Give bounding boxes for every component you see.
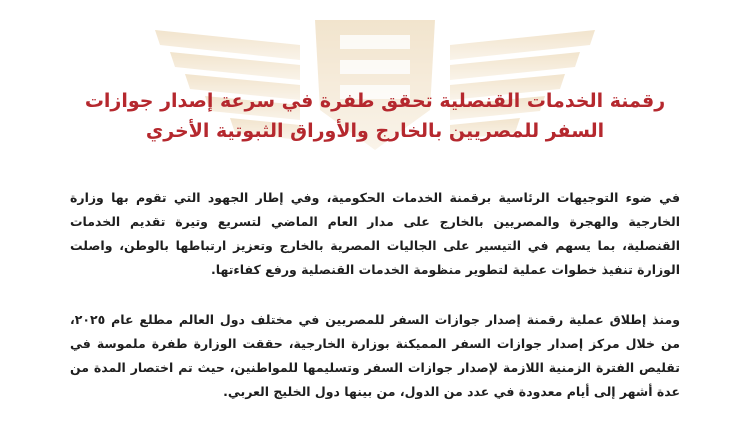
- title-line-1: رقمنة الخدمات القنصلية تحقق طفرة في سرعة إصدار جوازات: [84, 90, 666, 112]
- paragraph-1: في ضوء التوجيهات الرئاسية برقمنة الخدمات الحكومية، وفي إطار الجهود التي تقوم بها وزارة الخارجية والهجرة والمصريين بالخارج على مدار العام الماضي لتسريع وتيرة تقديم الخدمات القنصلية، بما يسهم في التيسير على الجاليات المصرية بالخارج وتعزيز ارتباطها بالوطن، واصلت الوزارة تنفيذ خطوات عملية لتطوير منظومة الخدمات القنصلية ورفع كفاءتها.: [70, 190, 680, 277]
- title-line-2: السفر للمصريين بالخارج والأوراق الثبوتية الأخري: [145, 120, 605, 142]
- paragraph-2: ومنذ إطلاق عملية رقمنة إصدار جوازات السفر للمصريين في مختلف دول العالم مطلع عام ٢٠٢٥، من خلال مركز إصدار جوازات السفر المميكنة بوزارة الخارجية، حققت الوزارة طفرة ملموسة في تقليص الفترة الزمنية اللازمة لإصدار جوازات السفر وتسليمها للمواطنين، حيث تم اختصار المدة من عدة أشهر إلى أيام معدودة في عدد من الدول، من بينها دول الخليج العربي.: [70, 312, 680, 399]
- page-title: [60, 86, 690, 146]
